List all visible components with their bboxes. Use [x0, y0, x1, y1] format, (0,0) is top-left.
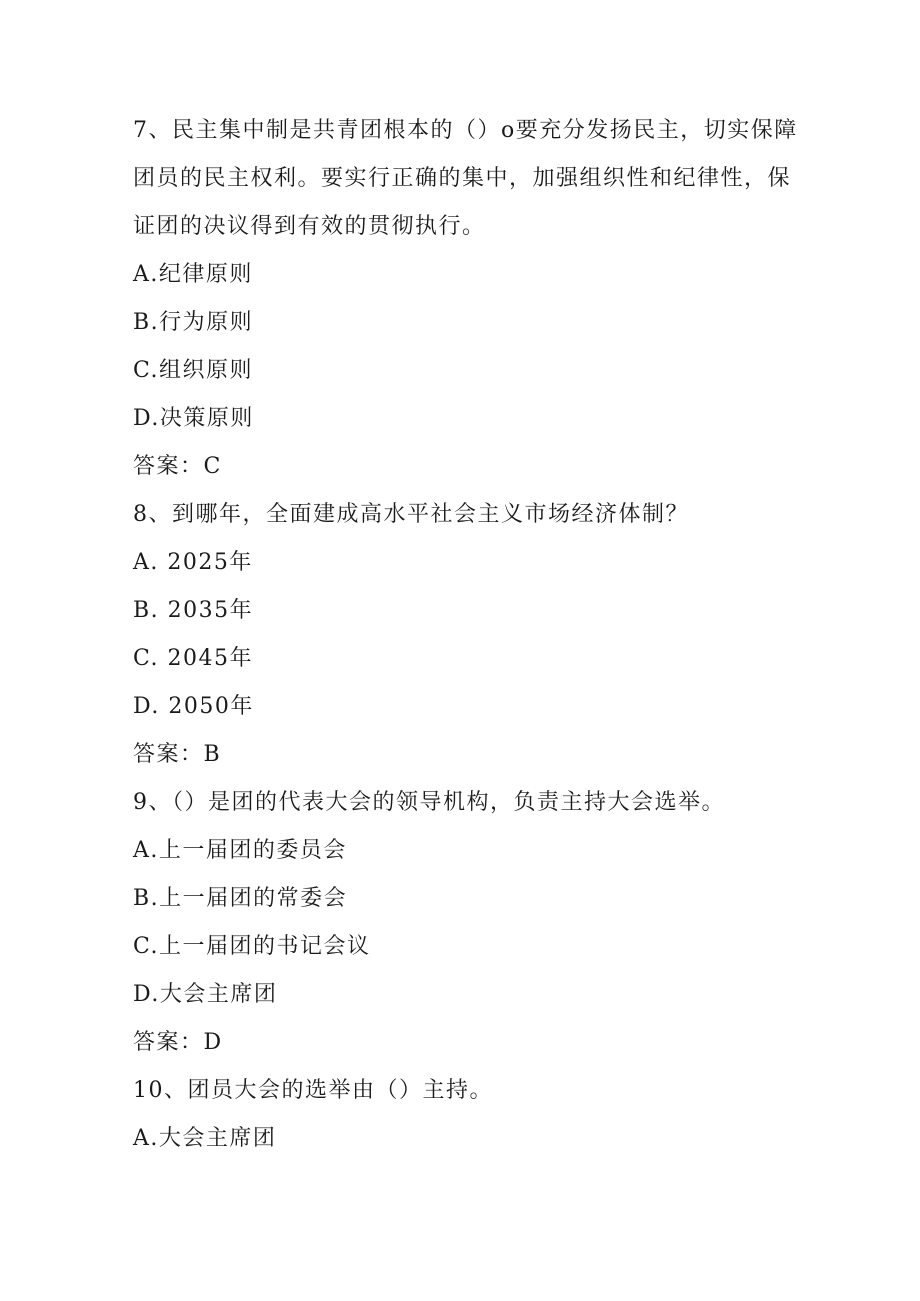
question-7-text-line-1: 7、民主集中制是共青团根本的（）o要充分发扬民主，切实保障 [133, 118, 798, 143]
question-10-option-a: A.大会主席团 [133, 1126, 277, 1151]
question-9-answer: 答案：D [133, 1030, 223, 1055]
question-10-text: 10、团员大会的选举由（）主持。 [133, 1078, 493, 1103]
question-7-option-b: B.行为原则 [133, 310, 254, 335]
question-7-option-a: A.纪律原则 [133, 262, 253, 287]
question-9-option-d: D.大会主席团 [133, 982, 278, 1007]
question-7-option-d: D.决策原则 [133, 406, 254, 431]
question-8-option-d: D. 2050年 [133, 694, 254, 719]
question-9-option-b: B.上一届团的常委会 [133, 886, 348, 911]
question-8-answer: 答案：B [133, 742, 222, 767]
question-9-option-a: A.上一届团的委员会 [133, 838, 347, 863]
question-8-option-c: C. 2045年 [133, 646, 254, 671]
question-7-option-c: C.组织原则 [133, 358, 254, 383]
question-9-option-c: C.上一届团的书记会议 [133, 934, 371, 959]
question-9-text: 9、（）是团的代表大会的领导机构，负责主持大会选举。 [133, 790, 725, 815]
question-8-text: 8、到哪年，全面建成高水平社会主义市场经济体制？ [133, 502, 689, 527]
question-8-option-b: B. 2035年 [133, 598, 254, 623]
question-7-text-line-3: 证团的决议得到有效的贯彻执行。 [133, 214, 486, 239]
question-7-answer: 答案：C [133, 454, 222, 479]
question-7-text-line-2: 团员的民主权利。要实行正确的集中，加强组织性和纪律性，保 [133, 166, 792, 191]
question-8-option-a: A. 2025年 [133, 550, 253, 575]
